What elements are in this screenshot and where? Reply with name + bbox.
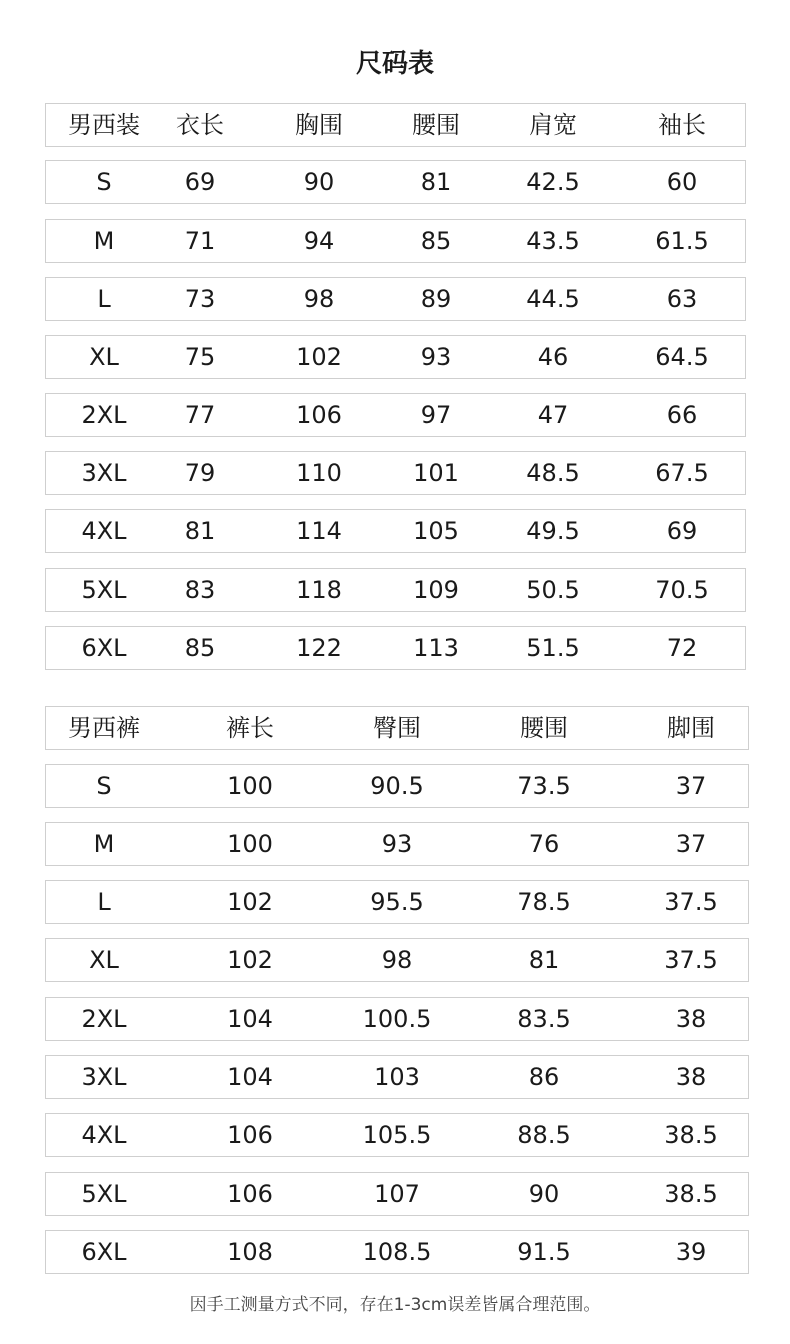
jacket-cell: 75 <box>184 343 216 371</box>
trousers-cell: 100 <box>227 830 273 858</box>
jacket-table-row <box>45 509 746 553</box>
trousers-table-row <box>45 1230 749 1274</box>
trousers-cell: 91.5 <box>517 1238 571 1266</box>
jacket-cell: 93 <box>420 343 452 371</box>
trousers-cell: 108.5 <box>362 1238 432 1266</box>
trousers-header-row <box>45 706 749 750</box>
trousers-table-row <box>45 1172 749 1216</box>
trousers-table-row <box>45 1055 749 1099</box>
trousers-cell: 105.5 <box>362 1121 432 1149</box>
jacket-cell: 81 <box>184 517 216 545</box>
trousers-header-cell: 男西裤 <box>68 714 140 742</box>
jacket-cell: 66 <box>666 401 698 429</box>
jacket-table-row <box>45 277 746 321</box>
trousers-cell: 88.5 <box>517 1121 571 1149</box>
jacket-cell: 44.5 <box>526 285 580 313</box>
jacket-cell: 69 <box>184 168 216 196</box>
trousers-cell: 90 <box>528 1180 560 1208</box>
jacket-header-row <box>45 103 746 147</box>
trousers-cell: 4XL <box>81 1121 127 1149</box>
trousers-header-cell: 腰围 <box>520 714 568 742</box>
trousers-table-row <box>45 938 749 982</box>
jacket-cell: 71 <box>184 227 216 255</box>
jacket-cell: 60 <box>666 168 698 196</box>
jacket-header-cell: 肩宽 <box>529 111 577 139</box>
trousers-cell: 38 <box>675 1063 707 1091</box>
jacket-cell: 89 <box>420 285 452 313</box>
trousers-cell: 103 <box>374 1063 420 1091</box>
trousers-cell: S <box>96 772 112 800</box>
jacket-cell: 110 <box>296 459 342 487</box>
trousers-cell: 106 <box>227 1121 273 1149</box>
trousers-cell: 38.5 <box>664 1180 718 1208</box>
trousers-cell: 38.5 <box>664 1121 718 1149</box>
page-title: 尺码表 <box>355 49 434 79</box>
jacket-table-row <box>45 626 746 670</box>
jacket-cell: M <box>93 227 115 255</box>
trousers-table-row <box>45 880 749 924</box>
jacket-cell: 113 <box>413 634 459 662</box>
measurement-footnote: 因手工测量方式不同，存在1-3cm误差皆属合理范围。 <box>189 1295 601 1315</box>
trousers-table-row <box>45 997 749 1041</box>
jacket-header-cell: 男西装 <box>68 111 140 139</box>
jacket-table-row <box>45 568 746 612</box>
jacket-cell: 118 <box>296 576 342 604</box>
jacket-cell: 72 <box>666 634 698 662</box>
trousers-header-cell: 裤长 <box>226 714 274 742</box>
trousers-cell: 102 <box>227 888 273 916</box>
trousers-cell: 2XL <box>81 1005 127 1033</box>
jacket-cell: 101 <box>413 459 459 487</box>
jacket-cell: 47 <box>537 401 569 429</box>
trousers-cell: 95.5 <box>370 888 424 916</box>
jacket-cell: 63 <box>666 285 698 313</box>
jacket-cell: 114 <box>296 517 342 545</box>
trousers-cell: 5XL <box>81 1180 127 1208</box>
trousers-cell: M <box>93 830 115 858</box>
trousers-cell: 104 <box>227 1063 273 1091</box>
jacket-cell: 94 <box>303 227 335 255</box>
trousers-header-cell: 脚围 <box>667 714 715 742</box>
trousers-cell: 104 <box>227 1005 273 1033</box>
jacket-header-cell: 衣长 <box>176 111 224 139</box>
jacket-cell: 61.5 <box>655 227 709 255</box>
trousers-table-row <box>45 822 749 866</box>
trousers-cell: L <box>97 888 111 916</box>
jacket-cell: 67.5 <box>655 459 709 487</box>
trousers-cell: 107 <box>374 1180 420 1208</box>
trousers-cell: 37 <box>675 772 707 800</box>
jacket-cell: 106 <box>296 401 342 429</box>
jacket-cell: L <box>97 285 111 313</box>
jacket-table-row <box>45 451 746 495</box>
trousers-cell: 106 <box>227 1180 273 1208</box>
trousers-cell: 39 <box>675 1238 707 1266</box>
trousers-cell: 102 <box>227 946 273 974</box>
trousers-cell: 76 <box>528 830 560 858</box>
jacket-cell: 2XL <box>81 401 127 429</box>
trousers-cell: 37.5 <box>664 946 718 974</box>
trousers-cell: 98 <box>381 946 413 974</box>
jacket-header-cell: 胸围 <box>295 111 343 139</box>
jacket-header-cell: 袖长 <box>658 111 706 139</box>
jacket-cell: 109 <box>413 576 459 604</box>
jacket-header-cell: 腰围 <box>412 111 460 139</box>
trousers-table-row <box>45 1113 749 1157</box>
jacket-cell: 64.5 <box>655 343 709 371</box>
jacket-cell: 42.5 <box>526 168 580 196</box>
trousers-cell: 100.5 <box>362 1005 432 1033</box>
jacket-cell: 73 <box>184 285 216 313</box>
jacket-cell: 48.5 <box>526 459 580 487</box>
trousers-cell: 86 <box>528 1063 560 1091</box>
jacket-cell: 97 <box>420 401 452 429</box>
trousers-cell: 37 <box>675 830 707 858</box>
jacket-table-row <box>45 219 746 263</box>
trousers-cell: 100 <box>227 772 273 800</box>
jacket-cell: 77 <box>184 401 216 429</box>
jacket-cell: 85 <box>420 227 452 255</box>
trousers-cell: 6XL <box>81 1238 127 1266</box>
trousers-cell: 108 <box>227 1238 273 1266</box>
jacket-cell: 122 <box>296 634 342 662</box>
trousers-cell: 81 <box>528 946 560 974</box>
jacket-cell: 43.5 <box>526 227 580 255</box>
jacket-cell: 98 <box>303 285 335 313</box>
trousers-cell: 90.5 <box>370 772 424 800</box>
trousers-cell: 93 <box>381 830 413 858</box>
trousers-cell: 83.5 <box>517 1005 571 1033</box>
jacket-cell: 79 <box>184 459 216 487</box>
jacket-cell: 70.5 <box>655 576 709 604</box>
jacket-table-row <box>45 160 746 204</box>
jacket-cell: XL <box>89 343 119 371</box>
trousers-cell: 3XL <box>81 1063 127 1091</box>
jacket-cell: 3XL <box>81 459 127 487</box>
jacket-cell: 69 <box>666 517 698 545</box>
trousers-cell: 73.5 <box>517 772 571 800</box>
jacket-table-row <box>45 335 746 379</box>
jacket-cell: 5XL <box>81 576 127 604</box>
jacket-cell: 85 <box>184 634 216 662</box>
jacket-cell: 105 <box>413 517 459 545</box>
jacket-cell: 51.5 <box>526 634 580 662</box>
jacket-cell: 6XL <box>81 634 127 662</box>
jacket-cell: 102 <box>296 343 342 371</box>
trousers-table-row <box>45 764 749 808</box>
jacket-cell: 90 <box>303 168 335 196</box>
trousers-cell: XL <box>89 946 119 974</box>
jacket-cell: S <box>96 168 112 196</box>
jacket-cell: 83 <box>184 576 216 604</box>
jacket-cell: 46 <box>537 343 569 371</box>
trousers-cell: 38 <box>675 1005 707 1033</box>
trousers-cell: 37.5 <box>664 888 718 916</box>
jacket-table-row <box>45 393 746 437</box>
jacket-cell: 81 <box>420 168 452 196</box>
trousers-header-cell: 臀围 <box>373 714 421 742</box>
trousers-cell: 78.5 <box>517 888 571 916</box>
jacket-cell: 50.5 <box>526 576 580 604</box>
jacket-cell: 49.5 <box>526 517 580 545</box>
jacket-cell: 4XL <box>81 517 127 545</box>
